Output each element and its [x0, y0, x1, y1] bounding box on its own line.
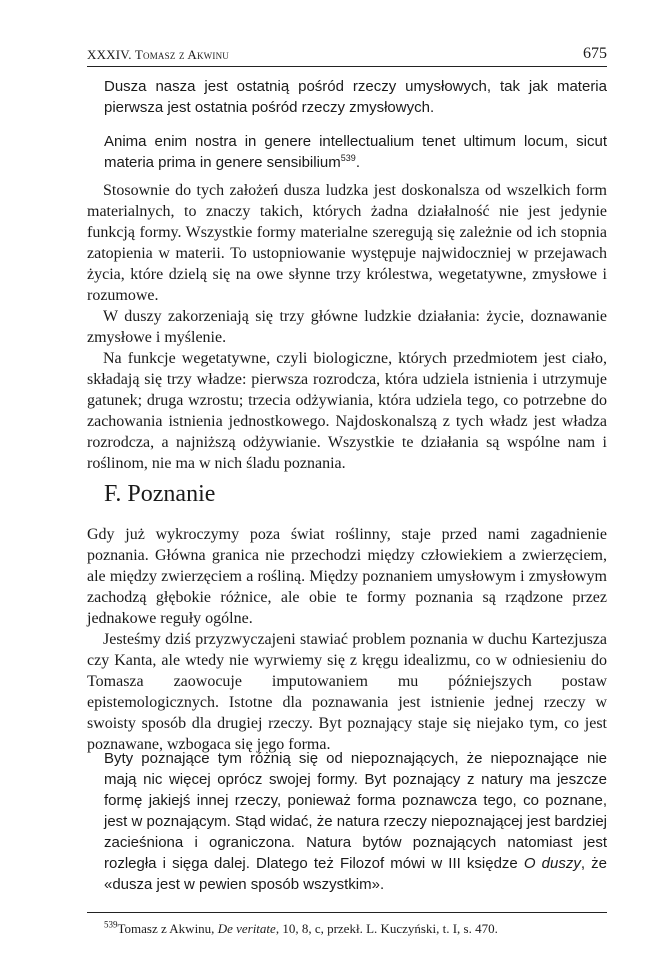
- quote-polish: Dusza nasza jest ostatnią pośród rzeczy umysłowych, tak jak materia pierwsza jest ostatnia pośród rzeczy zmysłowych.: [104, 78, 607, 116]
- paragraph: W duszy zakorzeniają się trzy główne ludzkie działania: życie, doznawanie zmysłowe i myślenie.: [87, 308, 607, 346]
- paragraph: Stosownie do tych założeń dusza ludzka jest doskonalsza od wszelkich form materialnych, to znaczy takich, których żadna działalność nie jest jedynie funkcją formy. Wszystkie formy materialne szeregują się zależnie od ich stopnia zatopienia w materii. To ustopniowanie występuje najwidoczniej w przejawach życia, które dzielą się na owe słynne trzy królestwa, wegetatywne, zmysłowe i rozumowe.: [87, 182, 607, 304]
- block-quote-poznanie: [104, 748, 607, 895]
- quote-text: Byty poznające tym różnią się od niepoznających, że niepoznające nie mają nic więcej oprócz swojej formy. Byt poznający z natury ma jeszcze formę jakiejś innej rzeczy, ponieważ forma poznawcza tego, co poznane, jest w poznającym. Stąd widać, że natura rzeczy niepoznającej jest bardziej zacieśniona i ograniczona. Natura bytów poznających natomiast jest rozległa i sięga dalej. Dlatego też Filozof mówi w III księdze: [104, 750, 607, 872]
- footnote: [104, 920, 607, 938]
- quote-text-end: , że «dusza jest w pewien sposób wszystkim».: [104, 855, 607, 893]
- footnote-number: 539: [104, 919, 118, 930]
- body-section-2: [87, 524, 607, 755]
- body-section-1: [87, 180, 607, 474]
- running-title: XXXIV. Tomasz z Akwinu: [87, 47, 229, 62]
- footnote-divider: [87, 912, 607, 913]
- section-heading: F. Poznanie: [104, 481, 216, 507]
- paragraph: Gdy już wykroczymy poza świat roślinny, staje przed nami zagadnienie poznania. Główna granica nie przechodzi między człowiekiem a zwierzęciem, ale między zwierzęciem a rośliną. Między poznaniem umysłowym i zmysłowym zachodzą głębokie różnice, ale obie te formy poznania są rządzone przez jednakowe reguły ogólne.: [87, 526, 607, 627]
- quote-latin-end: .: [355, 154, 360, 171]
- page-number: 675: [583, 45, 607, 62]
- footnote-rest: , 10, 8, c, przekł. L. Kuczyński, t. I, s. 470.: [275, 921, 498, 936]
- quote-title: O duszy: [523, 855, 581, 872]
- footnote-author: Tomasz z Akwinu,: [117, 921, 218, 936]
- quote-latin-text: Anima enim nostra in genere intellectualium tenet ultimum locum, sicut materia prima in genere sensibilium: [104, 133, 607, 171]
- paragraph: Jesteśmy dziś przyzwyczajeni stawiać problem poznania w duchu Kartezjusza czy Kanta, ale wtedy nie wyrwiemy się z kręgu idealizmu, co w odniesieniu do Tomasza zaowocuje imputowaniem mu późniejszych postaw epistemologicznych. Istotne dla poznawania jest istnienie jednej rzeczy w swoisty sposób dla drugiej rzeczy. Byt poznający staje się niejako tym, co jest poznawane, wzbogaca się jego forma.: [87, 631, 607, 753]
- page-header: [87, 44, 607, 67]
- footnote-work: De veritate: [217, 921, 276, 936]
- paragraph: Na funkcje wegetatywne, czyli biologiczne, których przedmiotem jest ciało, składają się trzy władze: pierwsza rozrodcza, która udziela istnienia i utrzymuje gatunek; druga wzrostu; trzecia odżywiania, która udziela tego, co potrzebne do zachowania istnienia jednostkowego. Najdoskonalszą z tych władz jest władza rozrodcza, a najniższą odżywianie. Wszystkie te działania są wspólne nam i roślinom, nie ma w nich śladu poznania.: [87, 350, 607, 472]
- block-quote-anima: [104, 76, 607, 173]
- footnote-ref: 539: [340, 153, 356, 163]
- quote-latin: [104, 131, 607, 173]
- quote-paragraph: [104, 748, 607, 895]
